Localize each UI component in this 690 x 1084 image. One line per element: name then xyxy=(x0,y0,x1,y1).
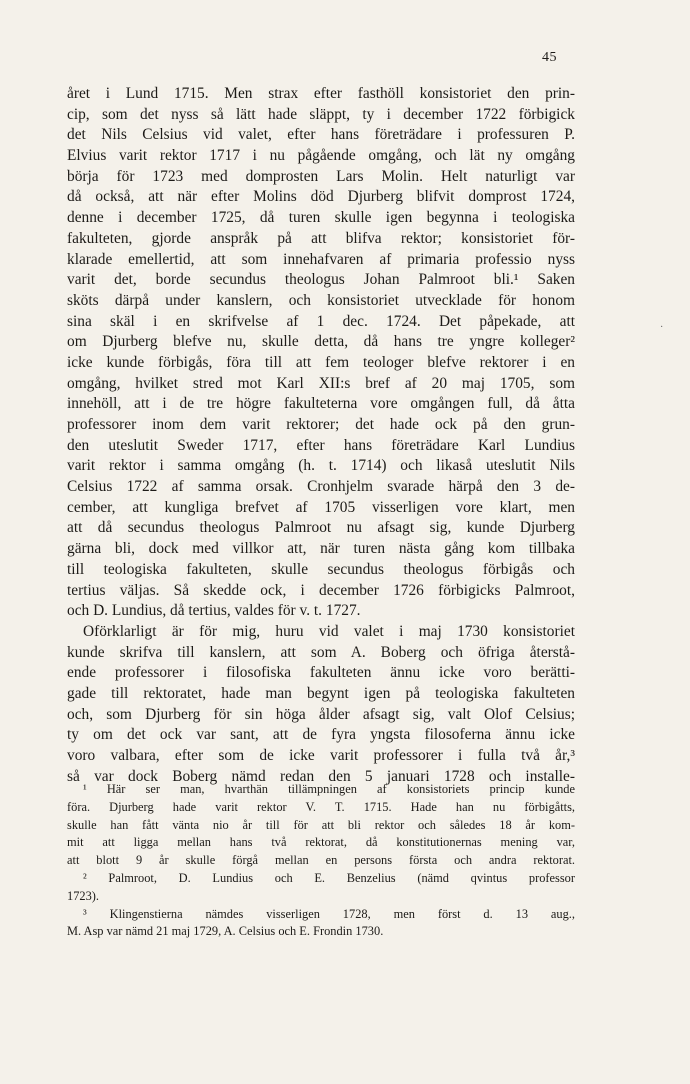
text-line: gärna bli, dock med villkor att, när turen nästa gång kom tillbaka xyxy=(67,540,575,558)
text-line: Celsius 1722 af samma orsak. Cronhjelm svarade härpå den 3 de- xyxy=(67,478,575,496)
text-line: gade till rektoratet, hade man begynt igen på teologiska fakulteten xyxy=(67,684,575,702)
page-number: 45 xyxy=(542,50,557,65)
text-line: voro valbara, efter som de icke varit professorer i fulla två år,³ xyxy=(67,747,575,764)
footnote-line: M. Asp var nämd 21 maj 1729, A. Celsius och E. Frondin 1730. xyxy=(67,924,384,939)
text-line: Elvius varit rektor 1717 i nu pågående omgång, och lät ny omgång xyxy=(67,147,575,165)
text-line: professorer inom dem varit rektorer; det hade ock på den grun- xyxy=(67,416,575,433)
text-line: tertius väljas. Så skedde ock, i december 1726 förbigicks Palmroot, xyxy=(67,581,575,599)
text-line: och D. Lundius, då tertius, valdes för v. t. 1727. xyxy=(67,602,361,620)
body-text xyxy=(67,84,575,787)
text-line: sköts därpå under kanslern, och konsistoriet utvecklade för honom xyxy=(67,291,575,309)
footnote-line: ² Palmroot, D. Lundius och E. Benzelius (nämd qvintus professor xyxy=(83,870,575,885)
text-line: ende professorer i filosofiska fakulteten ännu icke voro berätti- xyxy=(67,664,575,682)
text-line: cip, som det nyss så lätt hade släppt, ty i december 1722 förbigick xyxy=(67,105,575,123)
text-line: klarade emellertid, att som innehafvaren af primaria professio nyss xyxy=(67,250,575,268)
text-line: och, som Djurberg för sin höga ålder afsagt sig, valt Olof Celsius; xyxy=(67,705,575,723)
text-line: börja för 1723 med domprosten Lars Molin. Helt naturligt var xyxy=(67,167,575,185)
text-line: fakulteten, gjorde anspråk på att blifva rektor; konsistoriet för- xyxy=(67,229,575,247)
footnote-line: att blott 9 år skulle förgå mellan en persons första och andra rektorat. xyxy=(67,853,575,868)
footnote-line: 1723). xyxy=(67,888,100,903)
footnote-line: mit att ligga mellan hans två rektorat, då konstitutionernas mening var, xyxy=(67,835,575,850)
footnote-line: ¹ Här ser man, hvarthän tillämpningen af konsistoriets princip kunde xyxy=(83,782,575,796)
footnote-line: föra. Djurberg hade varit rektor V. T. 1715. Hade han nu förbigåtts, xyxy=(67,799,575,814)
text-line: omgång, hvilket stred mot Karl XII:s bref af 20 maj 1705, som xyxy=(67,374,575,392)
text-line: året i Lund 1715. Men strax efter fasthöll konsistoriet den prin- xyxy=(67,85,575,102)
text-line: innehöll, att i de tre högre fakulteterna vore omgången full, då åtta xyxy=(67,395,575,413)
footnotes xyxy=(67,781,575,941)
text-line: det Nils Celsius vid valet, efter hans företrädare i professuren P. xyxy=(67,126,575,144)
text-line: Oförklarligt är för mig, huru vid valet i maj 1730 konsistoriet xyxy=(83,622,575,640)
text-line: varit det, borde secundus theologus Johan Palmroot bli.¹ Saken xyxy=(67,271,575,289)
text-line: varit rektor i samma omgång (h. t. 1714) och likaså uteslutit Nils xyxy=(67,457,575,475)
text-line: cember, att kungliga brefvet af 1705 visserligen vore klart, men xyxy=(67,498,575,516)
text-line: denne i december 1725, då turen skulle igen begynna i teologiska xyxy=(67,209,575,227)
text-line: så var dock Boberg nämd redan den 5 januari 1728 och installe- xyxy=(67,767,575,785)
text-line: icke kunde förbigås, föra till att fem teologer blefve rektorer i en xyxy=(67,353,575,371)
text-line: till teologiska fakulteten, skulle secundus theologus förbigås och xyxy=(67,560,575,578)
text-line: ty om det ock var sant, att de fyra yngsta filosoferna ännu icke xyxy=(67,726,575,744)
text-line: sina skäl i en skrifvelse af 1 dec. 1724. Det påpekade, att xyxy=(67,312,575,330)
text-line: då också, att när efter Molins död Djurberg blifvit domprost 1724, xyxy=(67,188,575,206)
footnote-line: skulle han fått vänta nio år till för att bli rektor och således 18 år kom- xyxy=(67,817,575,832)
text-line: att då secundus theologus Palmroot nu afsagt sig, kunde Djurberg xyxy=(67,519,575,537)
text-line: kunde skrifva till kanslern, att som A. Boberg och öfriga återstå- xyxy=(67,643,575,661)
text-line: om Djurberg blefve nu, skulle detta, då hans tre yngre kolleger² xyxy=(67,333,575,351)
footnote-line: ³ Klingenstierna nämdes visserligen 1728, men först d. 13 aug., xyxy=(83,906,575,921)
margin-mark: · xyxy=(660,322,664,333)
text-line: den uteslutit Sweder 1717, efter hans företrädare Karl Lundius xyxy=(67,436,575,454)
